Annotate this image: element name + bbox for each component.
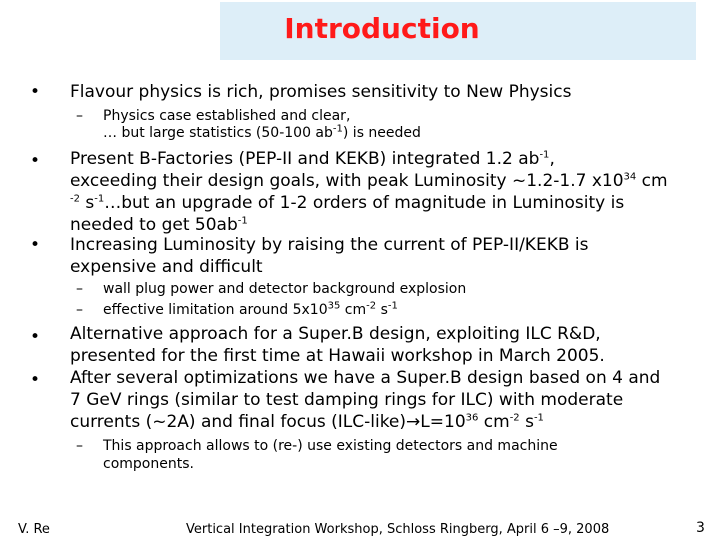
bullet-5-sub-1-line-1: This approach allows to (re-) use existing detectors and machine — [103, 438, 558, 454]
bullet-1-sub-1-line-2: … but large statistics (50-100 $ab^{-1}$) is needed — [103, 123, 421, 141]
bullet-5-text — [70, 367, 710, 433]
bullet-3-sub-2: effective limitation around $5x10^{35}$ $cm^{-2}$ $s^{-1}$ — [103, 300, 398, 318]
bullet-2-line-1: Present B-Factories (PEP-II and KEKB) integrated 1.2 $ab^{-1}$, — [70, 149, 555, 169]
bullet-marker: • — [30, 235, 41, 255]
bullet-2-line-4: needed to get $50ab^{-1}$ — [70, 215, 248, 235]
bullet-4-text — [70, 323, 710, 367]
bullet-2-line-3: $^{-2}$ $s^{-1}\dots but$ an upgrade of 1-2 orders of magnitude in Luminosity is — [70, 193, 625, 213]
bullet-3-sub-1: wall plug power and detector background explosion — [103, 281, 467, 297]
sub-dash: – — [76, 438, 83, 454]
bullet-3-line-2: expensive and difficult — [70, 257, 263, 277]
sub-dash: – — [76, 281, 83, 297]
bullet-1-text: Flavour physics is rich, promises sensitivity to New Physics — [70, 82, 572, 102]
bullet-marker: • — [30, 82, 41, 102]
page-number: 3 — [696, 520, 705, 536]
bullet-marker: • — [30, 327, 41, 347]
bullet-5-line-2: 7 GeV rings (similar to test damping rings for ILC) with moderate — [70, 390, 624, 410]
bullet-5-line-1: After several optimizations we have a Super.B design based on 4 and — [70, 368, 661, 388]
bullet-1-sub-1-line-1: Physics case established and clear, — [103, 108, 351, 124]
bullet-5-sub-1 — [103, 437, 703, 473]
arrow-right-icon: → — [406, 412, 421, 432]
sub-dash: – — [76, 108, 83, 124]
sub-dash: – — [76, 302, 83, 318]
bullet-4-line-2: presented for the first time at Hawaii workshop in March 2005. — [70, 346, 605, 366]
bullet-3-text — [70, 234, 710, 278]
slide-title: Introduction — [284, 12, 480, 45]
bullet-3-line-1: Increasing Luminosity by raising the current of PEP-II/KEKB is — [70, 235, 589, 255]
bullet-4-line-1: Alternative approach for a Super.B design, exploiting ILC R&D, — [70, 324, 601, 344]
bullet-5-sub-1-line-2: components. — [103, 456, 194, 472]
bullet-2-line-2: exceeding their design goals, with peak Luminosity ~1.2-1.7 $x10^{34}$ cm — [70, 171, 668, 191]
bullet-marker: • — [30, 151, 41, 171]
footer-author: V. Re — [18, 522, 50, 537]
bullet-2-text — [70, 148, 710, 236]
bullet-5-line-3: currents (~2A) and final focus $(ILC-like)\to L=10^{36}$ $cm^{-2}$ $s^{-1}$ — [70, 412, 544, 432]
bullet-marker: • — [30, 370, 41, 390]
footer-event: Vertical Integration Workshop, Schloss Ringberg, April 6 –9, 2008 — [186, 522, 610, 537]
